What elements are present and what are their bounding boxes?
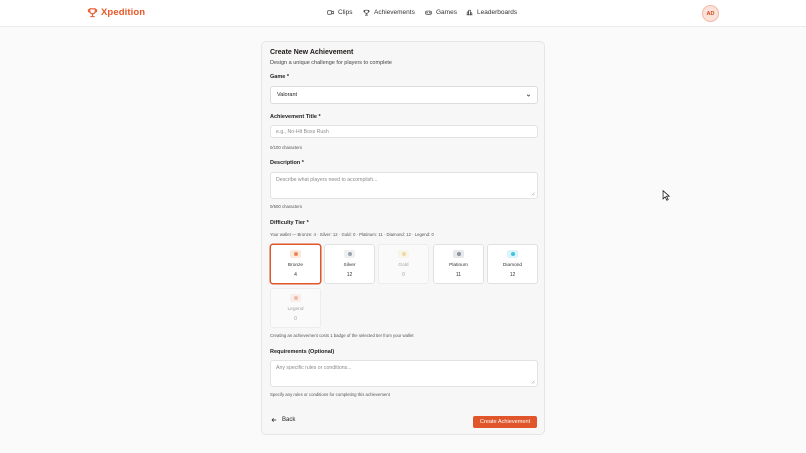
description-char-counter: 0/500 characters [270,204,303,209]
nav-achievements[interactable] [363,9,415,16]
tier-count: 12 [509,272,516,278]
tier-name: Diamond [502,263,523,268]
brand-logo[interactable] [87,7,145,18]
resize-handle-icon[interactable] [530,379,535,384]
wallet-summary: Your wallet — Bronze: 4 · Silver: 12 · Gold: 0 · Platinum: 11 · Diamond: 12 · Legend: 0 [270,232,434,237]
tier-name: Bronze [287,263,304,268]
tier-count: 0 [402,272,405,278]
achievement-title-input[interactable] [270,125,538,138]
tier-name: Platinum [449,263,468,268]
achievement-title-placeholder: e.g., No-Hit Boss Rush [276,129,329,135]
description-placeholder: Describe what players need to accomplish... [276,177,378,183]
tier-badge-icon [453,250,464,258]
title-char-counter: 0/100 characters [270,145,303,150]
top-header [0,0,806,27]
game-label: Game * [270,74,289,80]
requirements-placeholder: Any specific rules or conditions... [276,365,352,371]
achievement-title-label: Achievement Title * [270,114,321,120]
tier-count: 11 [455,272,462,278]
tier-option-legend[interactable] [270,288,321,328]
nav-label: Games [436,9,457,16]
trophy-icon [87,7,98,18]
tier-badge-icon [398,250,409,258]
tier-cost-note: Creating an achievement costs 1 badge of the selected tier from your wallet [270,333,414,338]
leaderboard-icon [466,9,473,16]
tier-option-bronze[interactable] [270,244,321,284]
tier-option-diamond[interactable] [487,244,538,284]
resize-handle-icon[interactable] [530,191,535,196]
back-label: Back [282,417,296,423]
tier-option-silver[interactable] [324,244,375,284]
requirements-textarea[interactable] [270,360,538,387]
nav-label: Clips [338,9,353,16]
nav-label: Leaderboards [477,9,518,16]
description-label: Description * [270,160,304,166]
nav-clips[interactable] [327,9,352,16]
form-subtitle: Design a unique challenge for players to complete [270,60,392,66]
chevron-down-icon [526,93,531,98]
tier-count: 4 [294,272,297,278]
trophy-icon [363,9,370,16]
create-achievement-form [261,41,545,435]
tier-badge-icon [290,294,301,302]
mouse-cursor-icon [662,190,671,201]
tier-count: 0 [294,316,297,322]
user-avatar[interactable]: AD [702,5,719,22]
tier-badge-icon [290,250,301,258]
tier-name: Silver [343,263,356,268]
game-select-value: Valorant [277,92,298,98]
tier-option-gold[interactable] [378,244,429,284]
requirements-hint: Specify any rules or conditions for completing this achievement [270,392,390,397]
requirements-label: Requirements (Optional) [270,349,335,355]
nav-games[interactable] [425,9,457,16]
tier-name: Gold [398,263,409,268]
nav-label: Achievements [374,9,415,16]
back-button[interactable] [271,417,295,423]
game-select[interactable] [270,86,538,104]
video-icon [327,9,334,16]
nav-leaderboards[interactable] [466,9,517,16]
gamepad-icon [425,9,432,16]
tier-badge-icon [344,250,355,258]
tier-badge-icon [507,250,518,258]
tier-count: 12 [346,272,353,278]
difficulty-label: Difficulty Tier * [270,220,309,226]
tier-option-platinum[interactable] [433,244,484,284]
brand-name: Xpedition [101,7,146,18]
create-achievement-button[interactable]: Create Achievement [473,416,537,428]
arrow-left-icon [271,417,277,423]
form-title: Create New Achievement [270,49,354,56]
description-textarea[interactable] [270,172,538,199]
tier-name: Legend [287,307,304,312]
